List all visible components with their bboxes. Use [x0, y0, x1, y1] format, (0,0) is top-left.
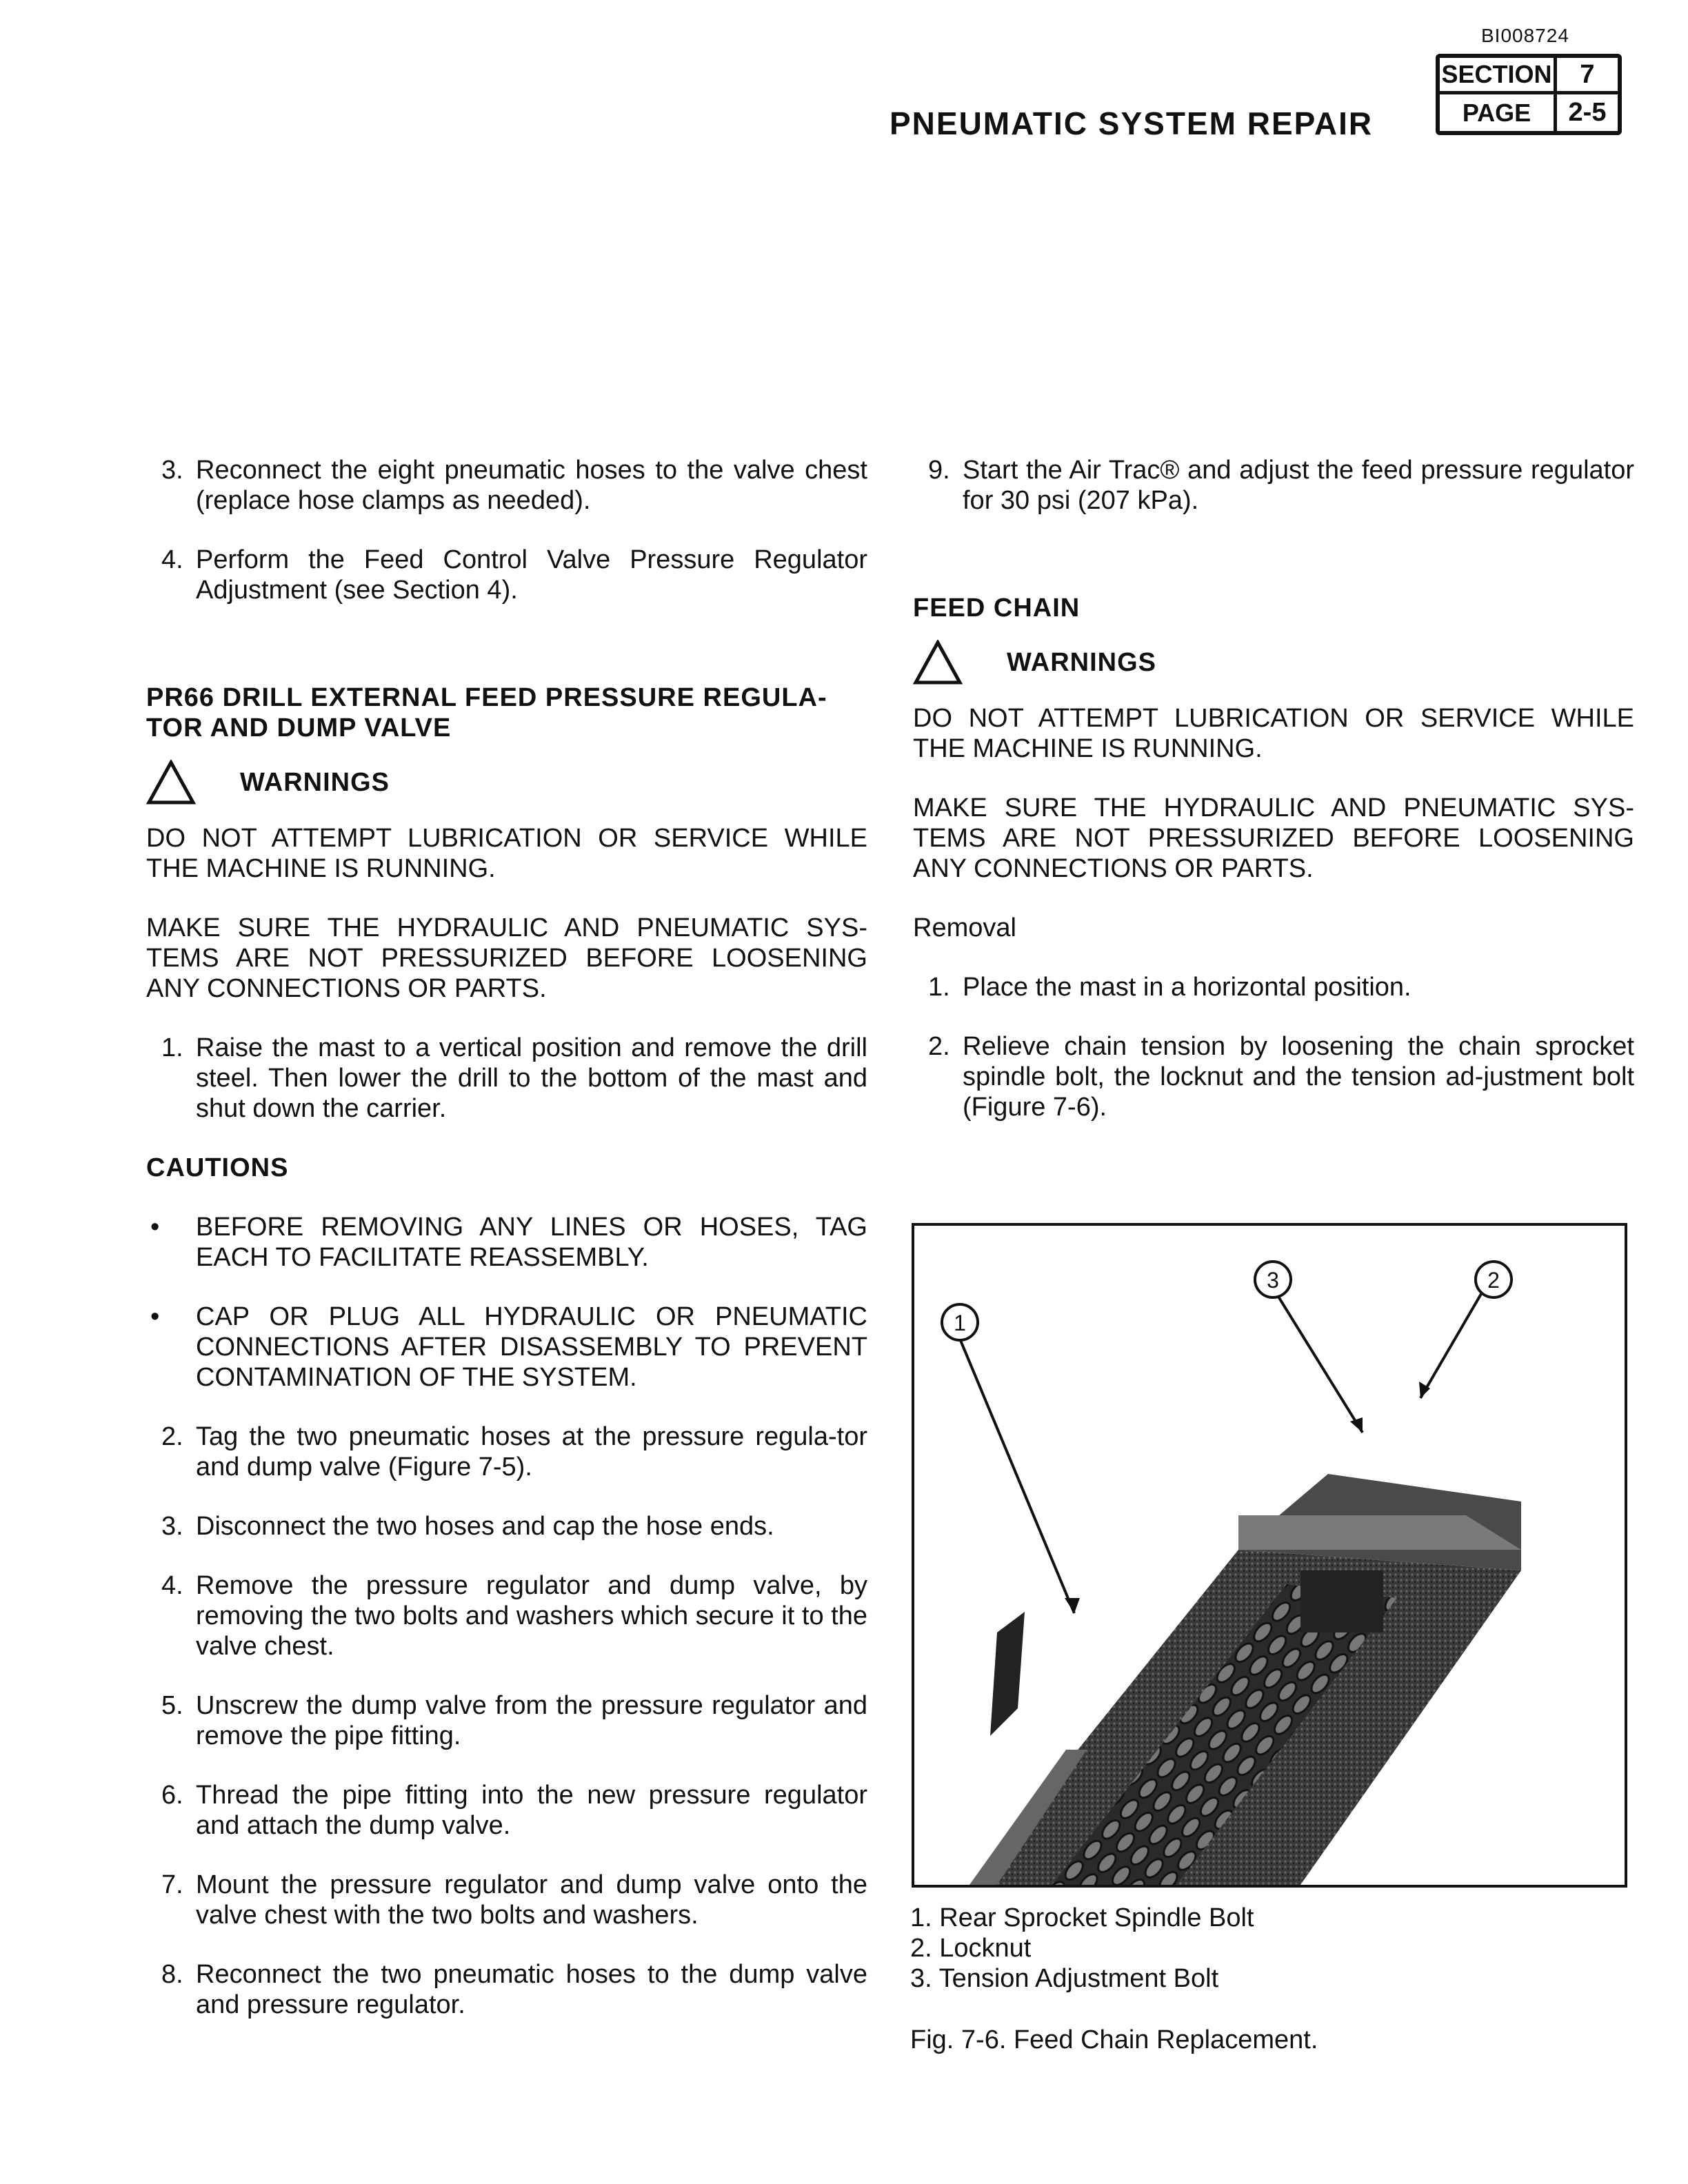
step-number: 1. — [161, 1033, 183, 1062]
list-item — [146, 1511, 867, 1541]
step-number: 7. — [161, 1870, 183, 1899]
caution-text: BEFORE REMOVING ANY LINES OR HOSES, TAG EACH TO FACILITATE REASSEMBLY. — [196, 1213, 867, 1272]
step-text: Thread the pipe fitting into the new pressure regulator and attach the dump valve. — [196, 1781, 867, 1840]
step-text: Relieve chain tension by loosening the chain sprocket spindle bolt, the locknut and the tension ad-justment bolt (Figure 7-6). — [963, 1032, 1634, 1122]
step-text: Reconnect the two pneumatic hoses to the dump valve and pressure regulator. — [196, 1960, 867, 2019]
warning-text: DO NOT ATTEMPT LUBRICATION OR SERVICE WHILE THE MACHINE IS RUNNING. — [913, 704, 1634, 763]
section-heading: FEED CHAIN — [913, 594, 1081, 623]
feed-chain-figure — [912, 1223, 1627, 1888]
step-text: Perform the Feed Control Valve Pressure Regulator Adjustment (see Section 4). — [196, 545, 867, 605]
page-title: PNEUMATIC SYSTEM REPAIR — [890, 105, 1374, 141]
left-column — [146, 455, 867, 2020]
step-number: 2. — [928, 1032, 950, 1061]
caution-item — [146, 1302, 867, 1393]
list-item — [146, 1780, 867, 1841]
list-item — [146, 1422, 867, 1482]
step-text: Remove the pressure regulator and dump valve, by removing the two bolts and washers which secure it to the valve chest. — [196, 1571, 867, 1661]
legend-item: 1. Rear Sprocket Spindle Bolt — [910, 1903, 1254, 1932]
step-text: Tag the two pneumatic hoses at the pressure regula-tor and dump valve (Figure 7-5). — [196, 1422, 867, 1482]
callout-3 — [1255, 1262, 1291, 1297]
page-value: 2-5 — [1568, 98, 1607, 127]
section-heading: PR66 DRILL EXTERNAL FEED PRESSURE REGULA-TOR AND DUMP VALVE — [146, 683, 827, 742]
warning-triangle-icon — [146, 760, 196, 805]
caution-text: CAP OR PLUG ALL HYDRAULIC OR PNEUMATIC CONNECTIONS AFTER DISASSEMBLY TO PREVENT CONTAMINATION OF THE SYSTEM. — [196, 1302, 867, 1392]
svg-text:2: 2 — [1487, 1268, 1500, 1293]
warning-text: MAKE SURE THE HYDRAULIC AND PNEUMATIC SYS-TEMS ARE NOT PRESSURIZED BEFORE LOOSENING ANY CONNECTIONS OR PARTS. — [146, 913, 867, 1003]
sprocket-block — [1300, 1570, 1383, 1632]
legend-item: 2. Locknut — [910, 1934, 1032, 1963]
svg-text:3: 3 — [1267, 1268, 1279, 1293]
step-number: 1. — [928, 973, 950, 1002]
step-number: 8. — [161, 1960, 183, 1989]
list-item — [913, 972, 1634, 1002]
list-item — [146, 1690, 867, 1751]
callout-2 — [1476, 1262, 1511, 1297]
step-number: 4. — [161, 545, 183, 574]
bullet-icon: • — [150, 1302, 160, 1331]
section-value: 7 — [1580, 59, 1595, 89]
list-item — [913, 455, 1634, 516]
list-item — [146, 545, 867, 605]
feed-chain-photo — [914, 1226, 1625, 1885]
warnings-heading — [146, 760, 867, 805]
bullet-icon: • — [150, 1213, 160, 1242]
subheading-removal: Removal — [913, 913, 1016, 942]
caution-item — [146, 1212, 867, 1273]
step-text: Raise the mast to a vertical position and remove the drill steel. Then lower the drill to the bottom of the mast and shut down the carrier. — [196, 1033, 867, 1123]
step-number: 3. — [161, 456, 183, 485]
page-label: PAGE — [1440, 94, 1557, 131]
step-number: 2. — [161, 1422, 183, 1451]
leader-line-1 — [960, 1339, 1074, 1613]
section-label: SECTION — [1440, 58, 1557, 91]
warning-triangle-icon — [913, 640, 963, 685]
bracket-shadow — [990, 1612, 1025, 1736]
list-item — [146, 1959, 867, 2020]
svg-text:1: 1 — [954, 1311, 966, 1335]
warnings-label: WARNINGS — [1007, 647, 1156, 677]
list-item — [146, 1033, 867, 1124]
leader-line-3 — [1273, 1288, 1363, 1433]
list-item — [146, 1570, 867, 1661]
step-number: 6. — [161, 1781, 183, 1810]
figure-caption: Fig. 7-6. Feed Chain Replacement. — [910, 2025, 1318, 2054]
step-text: Place the mast in a horizontal position. — [963, 973, 1411, 1002]
step-text: Mount the pressure regulator and dump valve onto the valve chest with the two bolts and washers. — [196, 1870, 867, 1930]
steps-list — [146, 1422, 867, 2020]
warning-text: DO NOT ATTEMPT LUBRICATION OR SERVICE WHILE THE MACHINE IS RUNNING. — [146, 824, 867, 883]
warnings-heading — [913, 640, 1634, 685]
step-number: 5. — [161, 1691, 183, 1720]
warning-text: MAKE SURE THE HYDRAULIC AND PNEUMATIC SYS-TEMS ARE NOT PRESSURIZED BEFORE LOOSENING ANY CONNECTIONS OR PARTS. — [913, 793, 1634, 883]
legend-item: 3. Tension Adjustment Bolt — [910, 1964, 1219, 1993]
step-text: Reconnect the eight pneumatic hoses to the valve chest (replace hose clamps as needed). — [196, 456, 867, 515]
leader-line-2 — [1420, 1289, 1484, 1398]
warnings-label: WARNINGS — [240, 767, 390, 797]
list-item — [146, 1870, 867, 1930]
step-text: Disconnect the two hoses and cap the hose ends. — [196, 1512, 774, 1541]
figure-legend — [910, 1903, 1254, 1994]
step-number: 3. — [161, 1512, 183, 1541]
step-text: Start the Air Trac® and adjust the feed pressure regulator for 30 psi (207 kPa). — [963, 456, 1634, 515]
document-id: BI008724 — [1481, 25, 1569, 46]
section-page-box — [1436, 54, 1622, 135]
step-number: 4. — [161, 1571, 183, 1600]
cautions-heading: CAUTIONS — [146, 1153, 289, 1182]
callout-1 — [942, 1304, 978, 1340]
list-item — [146, 455, 867, 516]
step-number: 9. — [928, 456, 950, 485]
right-column — [913, 455, 1634, 1122]
step-text: Unscrew the dump valve from the pressure regulator and remove the pipe fitting. — [196, 1691, 867, 1750]
list-item — [913, 1031, 1634, 1122]
